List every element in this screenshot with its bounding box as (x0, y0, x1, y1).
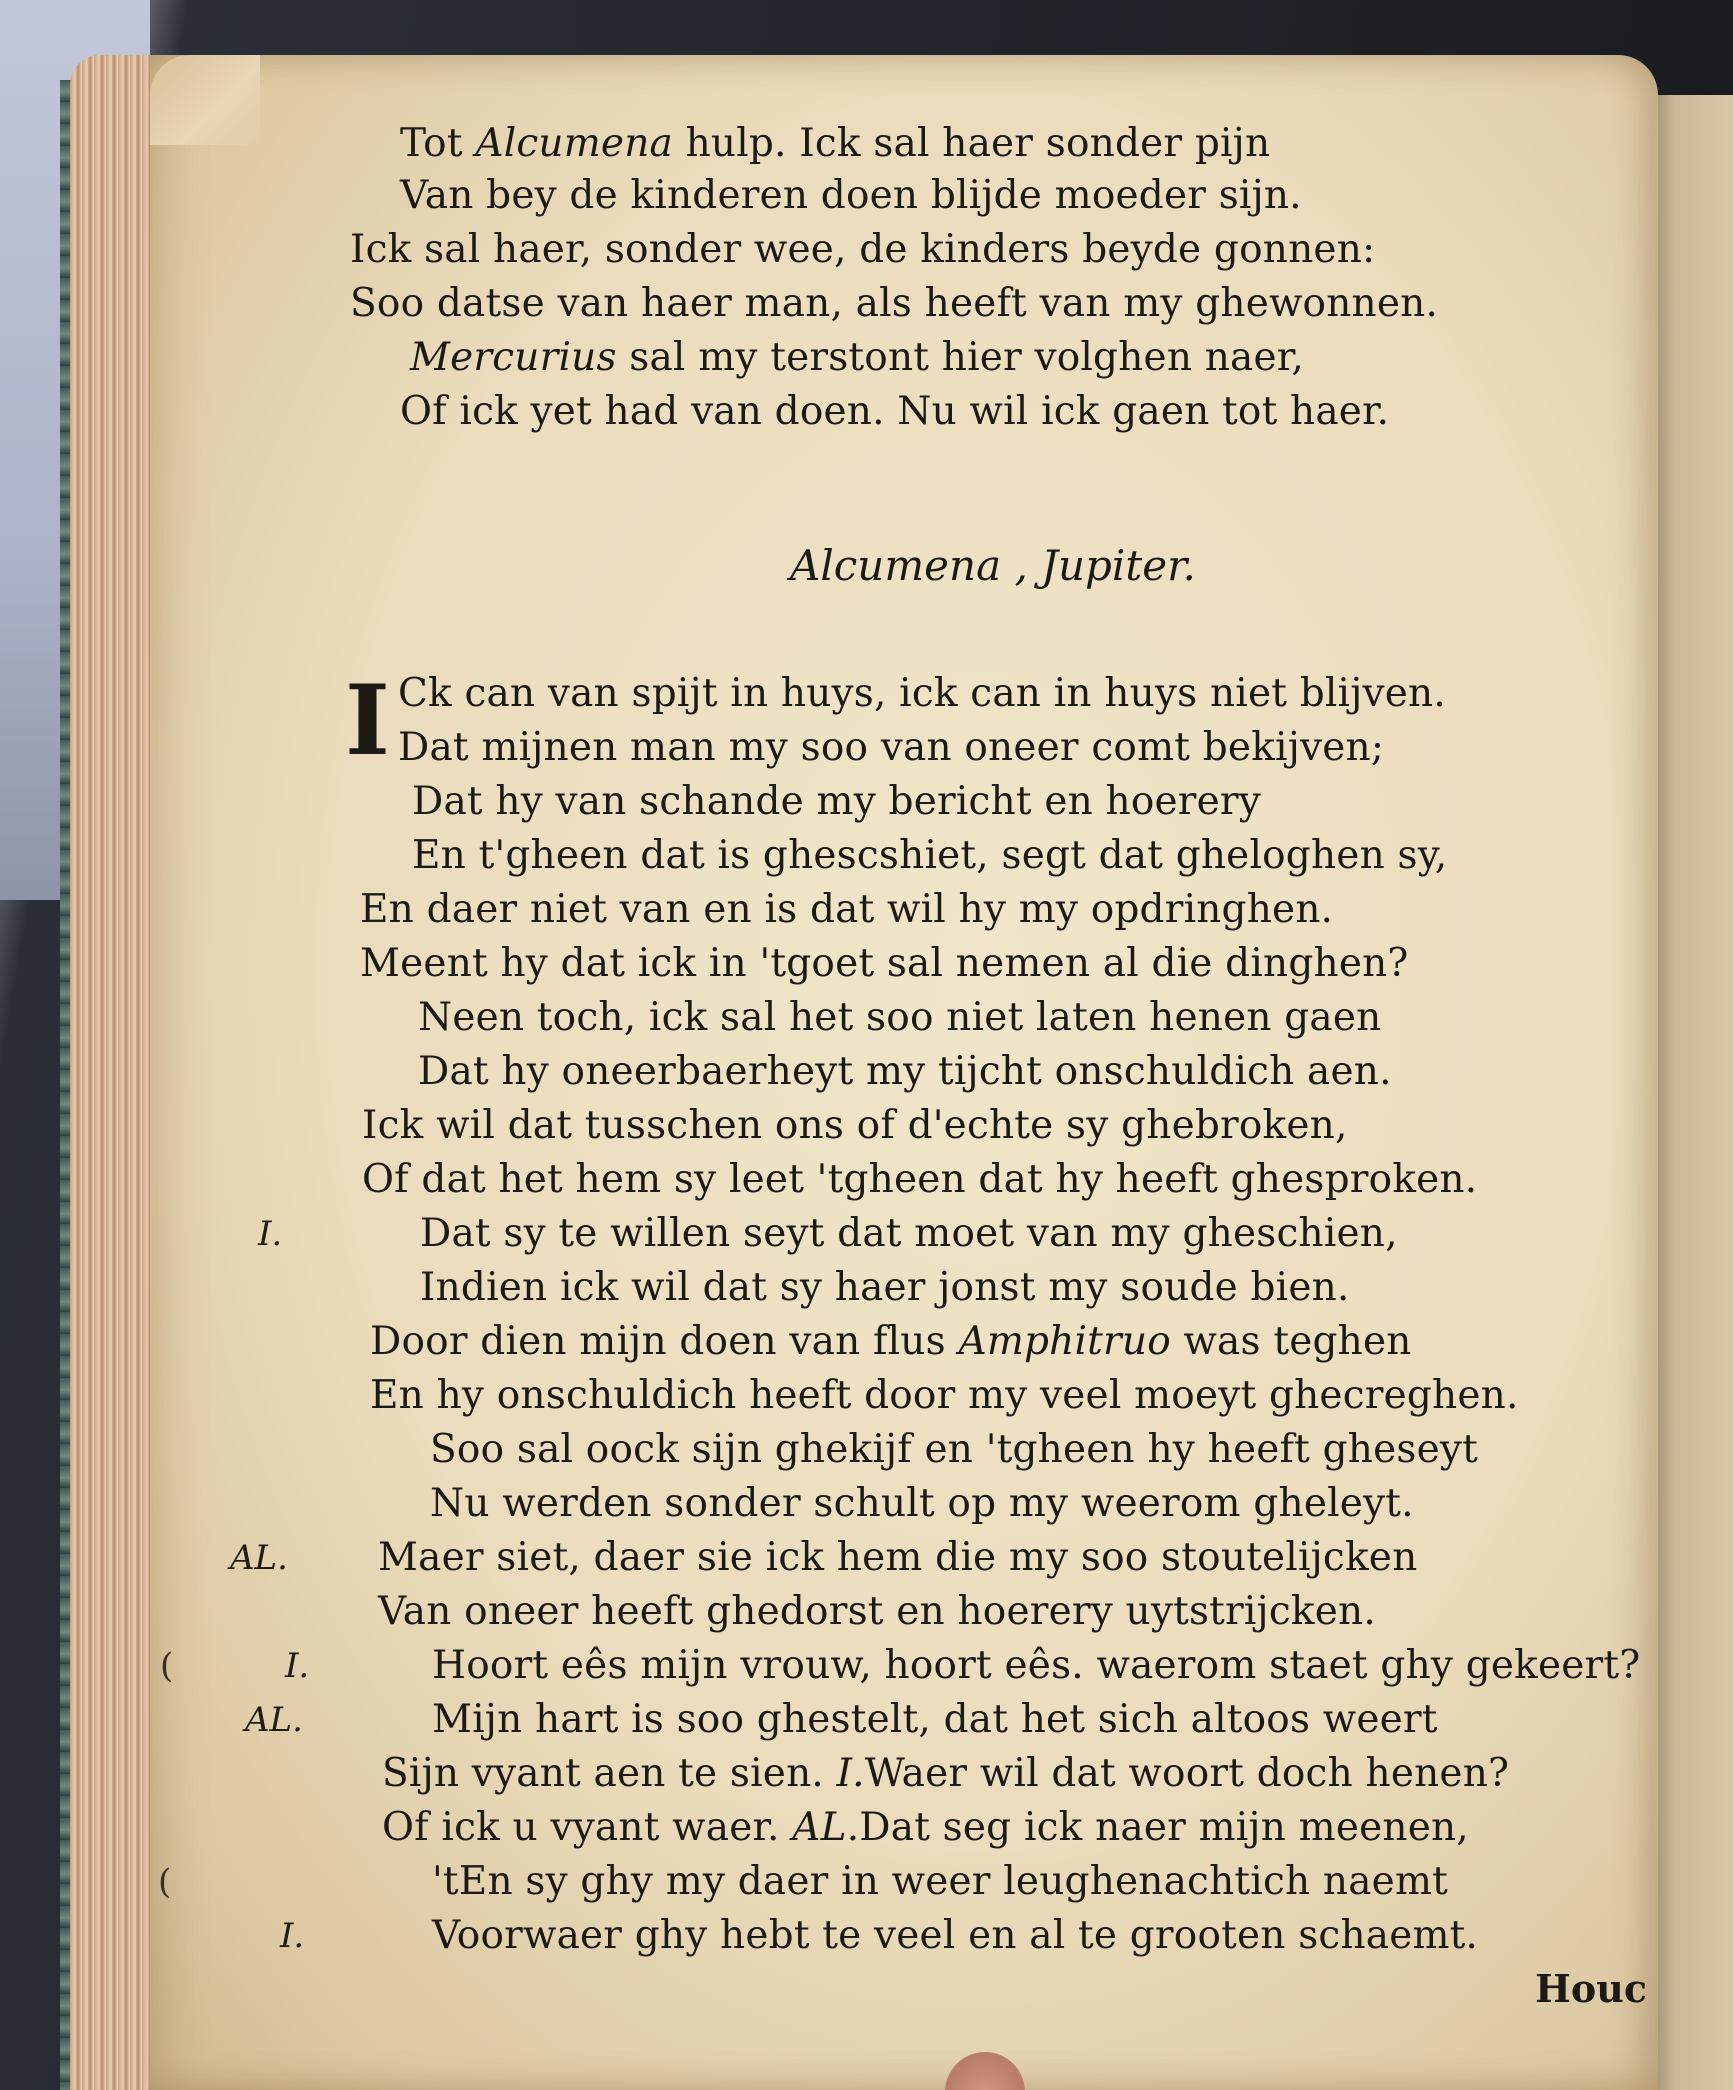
verse-line: Maer siet, daer sie ick hem die my soo stoutelijcken (378, 1535, 1418, 1580)
verse-line: Soo sal oock sijn ghekijf en 'tgheen hy heeft gheseyt (430, 1427, 1478, 1472)
margin-pencil-mark: ( (160, 1646, 174, 1686)
worn-page-corner (150, 55, 260, 145)
verse-line: Dat mijnen man my soo van oneer comt bekijven; (398, 725, 1385, 770)
verse-line: Of ick yet had van doen. Nu wil ick gaen tot haer. (400, 389, 1390, 434)
verse-line: Hoort eês mijn vrouw, hoort eês. waerom staet ghy gekeert? (432, 1643, 1641, 1688)
facing-page-edge (1650, 95, 1733, 2090)
verse-line: Tot Alcumena hulp. Ick sal haer sonder pijn (400, 121, 1271, 166)
verse-line: Indien ick wil dat sy haer jonst my soude bien. (420, 1265, 1350, 1310)
verse-line: Soo datse van haer man, als heeft van my ghewonnen. (350, 281, 1439, 326)
verse-line: Of dat het hem sy leet 'tgheen dat hy heeft ghesproken. (362, 1157, 1478, 1202)
speaker-label: I. (258, 1214, 283, 1254)
speaker-label: I. (285, 1646, 310, 1686)
verse-line: Voorwaer ghy hebt te veel en al te grooten schaemt. (432, 1913, 1479, 1958)
margin-pencil-mark: ( (158, 1862, 172, 1902)
verse-line: 'tEn sy ghy my daer in weer leughenachtich naemt (432, 1859, 1449, 1904)
drop-cap: I (345, 664, 390, 777)
verse-line: Of ick u vyant waer. AL.Dat seg ick naer mijn meenen, (382, 1805, 1469, 1850)
verse-line: Neen toch, ick sal het soo niet laten henen gaen (418, 995, 1382, 1040)
verse-line: Van oneer heeft ghedorst en hoerery uytstrijcken. (378, 1589, 1376, 1634)
scene-heading: Alcumena , Jupiter. (790, 541, 1196, 590)
verse-line: Ick wil dat tusschen ons of d'echte sy ghebroken, (362, 1103, 1348, 1148)
speaker-label: AL. (245, 1700, 303, 1740)
speaker-label: I. (280, 1916, 305, 1956)
verse-line: En hy onschuldich heeft door my veel moeyt ghecreghen. (370, 1373, 1519, 1418)
verse-line: Van bey de kinderen doen blijde moeder sijn. (400, 173, 1302, 218)
verse-line: Mercurius sal my terstont hier volghen naer, (410, 335, 1304, 380)
verse-line: Dat hy van schande my bericht en hoerery (412, 779, 1261, 824)
verse-line: En daer niet van en is dat wil hy my opdringhen. (360, 887, 1334, 932)
speaker-label: AL. (230, 1538, 288, 1578)
verse-line: Nu werden sonder schult op my weerom gheleyt. (430, 1481, 1414, 1526)
verse-line: Dat hy oneerbaerheyt my tijcht onschuldich aen. (418, 1049, 1392, 1094)
verse-line: Meent hy dat ick in 'tgoet sal nemen al die dinghen? (360, 941, 1409, 986)
verse-line: Door dien mijn doen van flus Amphitruo was teghen (370, 1319, 1412, 1364)
verse-line: Ck can van spijt in huys, ick can in huys niet blijven. (398, 671, 1446, 716)
verse-line: Ick sal haer, sonder wee, de kinders beyde gonnen: (350, 227, 1376, 272)
verse-line: En t'gheen dat is ghescshiet, segt dat gheloghen sy, (412, 833, 1448, 878)
verse-line: Dat sy te willen seyt dat moet van my gheschien, (420, 1211, 1398, 1256)
verse-line: Sijn vyant aen te sien. I.Waer wil dat woort doch henen? (382, 1751, 1510, 1796)
verse-line: Mijn hart is soo ghestelt, dat het sich altoos weert (432, 1697, 1438, 1742)
catchword: Houc (1535, 1966, 1648, 2011)
